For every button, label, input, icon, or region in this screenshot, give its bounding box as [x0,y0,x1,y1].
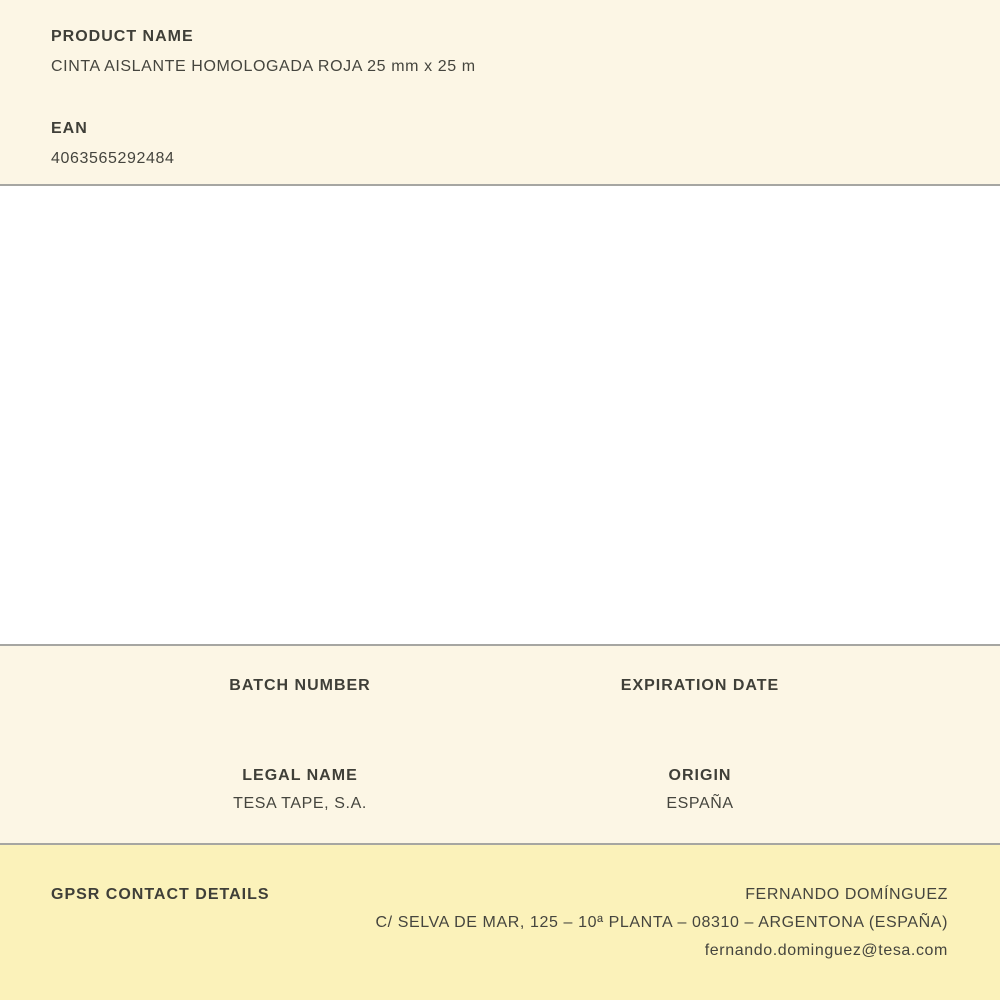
product-name-label: PRODUCT NAME [51,28,194,45]
batch-number-label: BATCH NUMBER [229,677,371,694]
legal-name-value: TESA TAPE, S.A. [233,795,367,812]
origin-label: ORIGIN [668,767,732,784]
product-name-field [51,27,949,76]
gpsr-contact-details-title: GPSR CONTACT DETAILS [51,886,270,903]
legal-name-field [100,766,500,813]
expiration-date-field [500,676,900,695]
blank-content-area [0,186,1000,644]
gpsr-contact-email-link[interactable]: fernando.dominguez@tesa.com [704,942,948,959]
product-header-section [0,0,1000,186]
gpsr-contact-section [0,845,1000,1000]
gpsr-contact-name: FERNANDO DOMÍNGUEZ [745,886,948,903]
ean-label: EAN [51,120,88,137]
gpsr-contact-block [375,885,948,961]
ean-value: 4063565292484 [51,150,175,167]
origin-field [500,766,900,813]
details-row-batch-expiration [100,676,900,695]
gpsr-contact-address: C/ SELVA DE MAR, 125 – 10ª PLANTA – 08310 – ARGENTONA (ESPAÑA) [375,914,948,931]
ean-field [51,119,949,168]
details-row-legal-origin [100,766,900,813]
details-section [0,644,1000,845]
origin-value: ESPAÑA [666,795,734,812]
legal-name-label: LEGAL NAME [242,767,358,784]
product-name-value: CINTA AISLANTE HOMOLOGADA ROJA 25 mm x 25 m [51,58,476,75]
batch-number-field [100,676,500,695]
expiration-date-label: EXPIRATION DATE [620,677,780,694]
